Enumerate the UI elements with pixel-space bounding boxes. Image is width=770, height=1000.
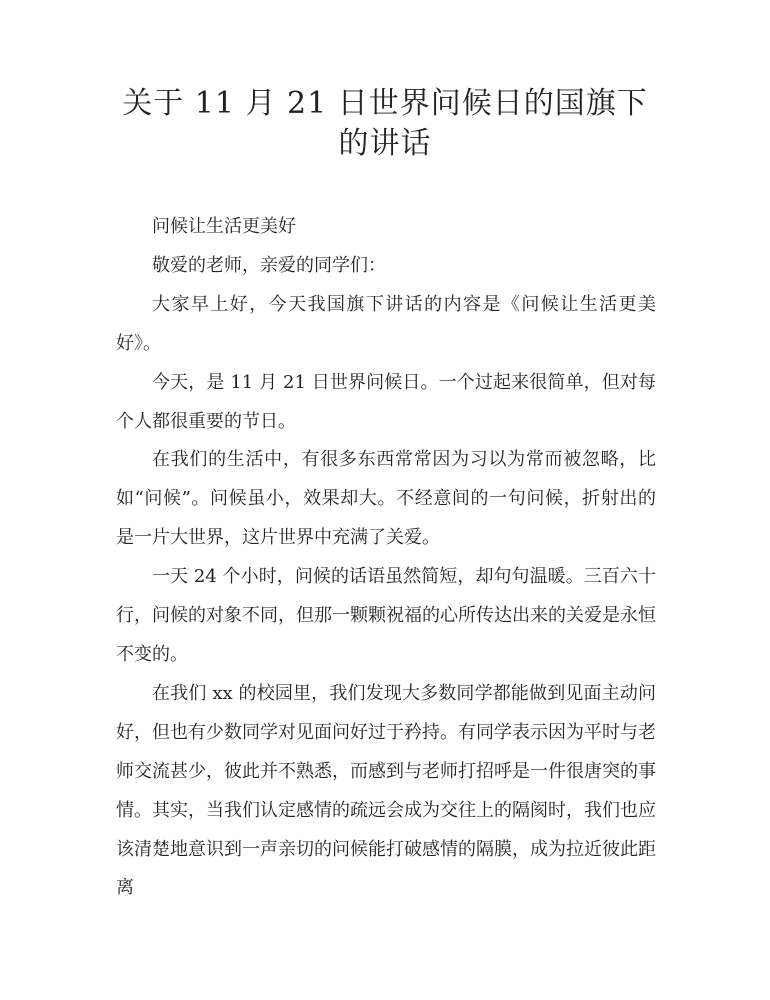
paragraph: 一天 24 个小时，问候的话语虽然简短，却句句温暖。三百六十行，问候的对象不同，但那一颗颗祝福的心所传达出来的关爱是永恒不变的。: [116, 566, 656, 665]
paragraph: 今天，是 11 月 21 日世界问候日。一个过起来很简单，但对每个人都很重要的节日。: [116, 371, 656, 432]
paragraph-salutation: 敬爱的老师，亲爱的同学们：: [152, 254, 386, 276]
paragraph-subtitle: 问候让生活更美好: [152, 216, 296, 237]
paragraph: 在我们的生活中，有很多东西常常因为习以为常而被忽略，比如“问候”。问候虽小，效果却大。不经意间的一句问候，折射出的是一片大世界，这片世界中充满了关爱。: [116, 449, 656, 549]
paragraph: 大家早上好，今天我国旗下讲话的内容是《问候让生活更美好》。: [116, 293, 656, 354]
document-title: 关于 11 月 21 日世界问候日的国旗下的讲话: [122, 86, 648, 161]
paragraph: 在我们 xx 的校园里，我们发现大多数同学都能做到见面主动问好，但也有少数同学对见面问好过于矜持。有同学表示因为平时与老师交流甚少，彼此并不熟悉，而感到与老师打招呼是一件很唐突的事情。其实，当我们认定感情的疏远会成为交往上的隔阂时，我们也应该清楚地意识到一声亲切的问候能打破感情的隔膜，成为拉近彼此距离: [116, 682, 656, 899]
document-body: [116, 208, 656, 908]
